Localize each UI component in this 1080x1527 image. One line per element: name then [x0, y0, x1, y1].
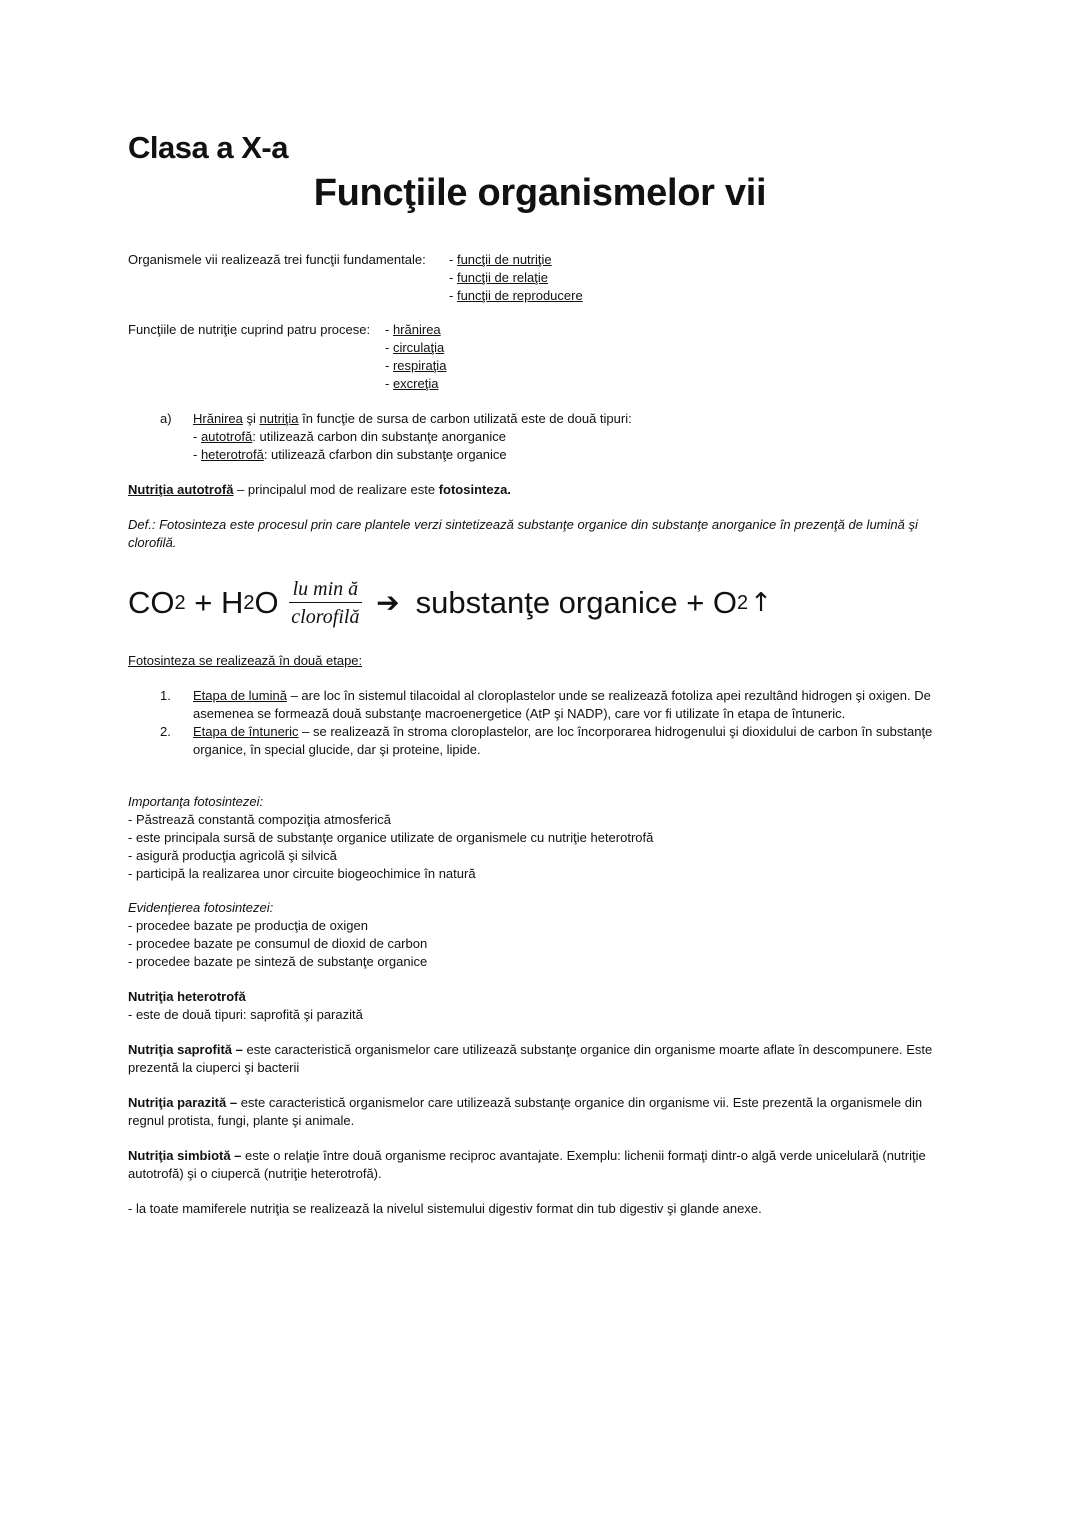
list-item: - asigură producţia agricolă şi silvică — [128, 848, 337, 863]
list-item: - autotrofă: utilizează carbon din substanţe anorganice — [193, 429, 506, 444]
list-item: - participă la realizarea unor circuite biogeochimice în natură — [128, 866, 476, 881]
stages-heading: Fotosinteza se realizează în două etape: — [128, 653, 363, 668]
nutrition-processes-list — [385, 321, 446, 393]
list-item: - hrănirea — [385, 322, 441, 337]
nutrition-processes-text: Funcţiile de nutriţie cuprind patru procese: — [128, 322, 371, 337]
list-item: - procedee bazate pe consumul de dioxid de carbon — [128, 936, 428, 951]
list-item: 2. Etapa de întuneric – se realizează în stroma cloroplastelor, are loc încorporarea hidrogenului şi dioxidului de carbon în substanţe organice, în special glucide, dar şi proteine, lipide. — [160, 724, 933, 757]
parasitic-paragraph: Nutriţia parazită – este caracteristică organismelor care utilizează substanţe organice din organisme vii. Este prezentă la organismele din regnul protista, fungi, plante şi animale. — [128, 1095, 923, 1128]
class-heading: Clasa a X-a — [128, 130, 288, 165]
evidence-heading: Evidenţierea fotosintezei: — [128, 900, 274, 915]
intro-text: Organismele vii realizează trei funcţii fundamentale: — [128, 252, 426, 267]
list-item: - funcţii de nutriţie — [449, 252, 552, 267]
evidence-section — [128, 899, 427, 971]
intro-list — [449, 251, 583, 305]
symbiotic-paragraph: Nutriţia simbiotă – este o relaţie între două organisme reciproc avantajate. Exemplu: lichenii formaţi dintr-o algă verde unicelulară (nutriţie autotrofă) şi o ciupercă (nutriţie heterotrofă). — [128, 1148, 926, 1181]
list-item: - procedee bazate pe producţia de oxigen — [128, 918, 368, 933]
heterotrophic-section: Nutriţia heterotrofă - este de două tipuri: saprofită şi parazită — [128, 989, 363, 1022]
heterotrophic-heading: Nutriţia heterotrofă — [128, 989, 246, 1004]
list-item: - respiraţia — [385, 358, 447, 373]
list-item: 1. Etapa de lumină – are loc în sistemul tilacoidal al cloroplastelor unde se realizează fotoliza apei rezultând hidrogen şi oxigen. De asemenea se formează două substanţe macroenergetice (AtP şi NADP), care vor fi utilizate în etapa de întuneric. — [160, 688, 931, 721]
arrow-right-icon: ➔ — [376, 587, 400, 618]
saprophytic-paragraph: Nutriţia saprofită – este caracteristică organismelor care utilizează substanţe organice din organisme moarte aflate în descompunere. Este prezentă la ciuperci şi bacterii — [128, 1042, 933, 1075]
list-item: - excreţia — [385, 376, 439, 391]
page-title: Funcţiile organismelor vii — [313, 172, 767, 214]
list-item: - circulaţia — [385, 340, 445, 355]
section-a: Hrănirea şi nutriţia în funcţie de sursa de carbon utilizată este de două tipuri: - autotrofă: utilizează carbon din substanţe anorganice - heterotrofă: utilizează cfarbon din substanţe organice — [193, 411, 632, 462]
list-item: - heterotrofă: utilizează cfarbon din substanţe organice — [193, 447, 507, 462]
mammals-note: - la toate mamiferele nutriţia se realizează la nivelul sistemului digestiv format din tub digestiv şi glande anexe. — [128, 1201, 762, 1216]
list-item: - procedee bazate pe sinteză de substanţe organice — [128, 954, 428, 969]
list-item: - este principala sursă de substanţe organice utilizate de organismele cu nutriţie heterotrofă — [128, 830, 654, 845]
autotrophic-line: Nutriţia autotrofă – principalul mod de realizare este fotosinteza. — [128, 482, 511, 497]
arrow-up-icon: ↑ — [750, 588, 772, 618]
importance-heading: Importanţa fotosintezei: — [128, 794, 264, 809]
equation-condition: $\frac{\text{lu min ă}}{\text{clorofilă}}$ — [289, 577, 363, 629]
stages-list — [160, 687, 960, 759]
section-a-marker: a) — [160, 411, 172, 426]
importance-section — [128, 793, 653, 883]
list-item: - funcţii de reproducere — [449, 288, 583, 303]
list-item: - funcţii de relaţie — [449, 270, 549, 285]
list-item: - Păstrează constantă compoziţia atmosferică — [128, 812, 392, 827]
definition: Def.: Fotosinteza este procesul prin care plantele verzi sintetizează substanţe organice din substanţe anorganice în prezenţă de lumină şi clorofilă. — [128, 517, 918, 550]
photosynthesis-equation: CO 2 + H 2 O $\frac{\text{lu min ă}}{\text{clorofilă}}$ ➔ substanţe organice + O 2 ↑ — [128, 578, 772, 628]
